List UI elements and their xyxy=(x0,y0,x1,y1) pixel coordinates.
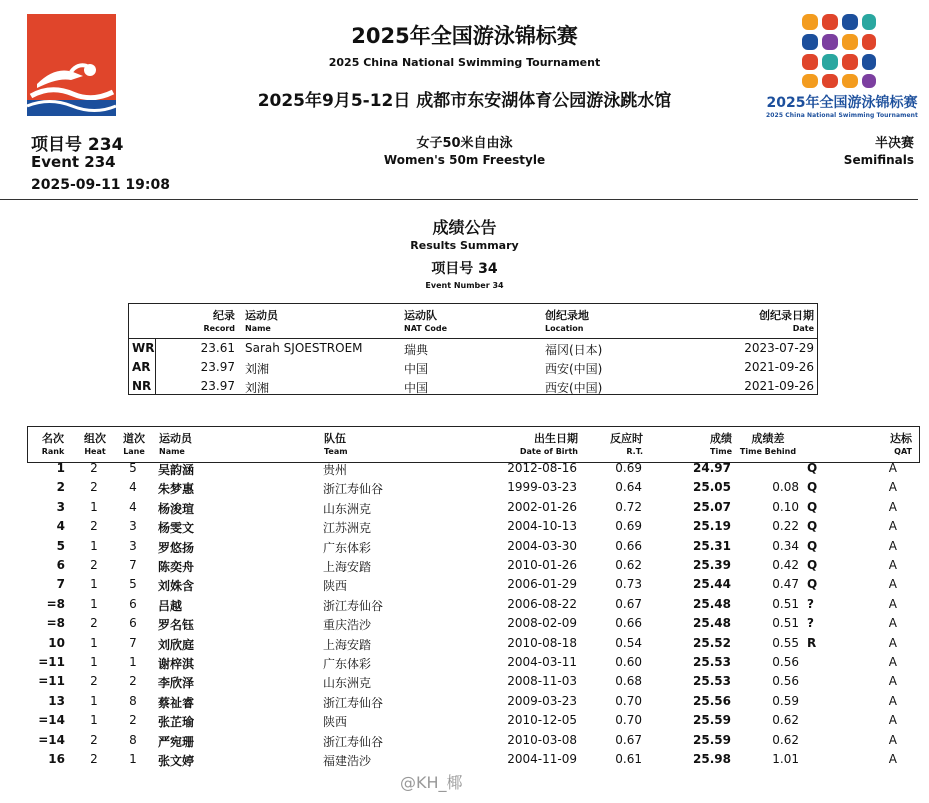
team-cell: 浙江寿仙谷 xyxy=(323,734,384,749)
qat-cell: A xyxy=(888,693,897,708)
dob-cell: 2002-01-26 xyxy=(507,499,577,514)
athlete-name: 杨浚瑄 xyxy=(158,501,195,516)
rank-cell: =11 xyxy=(38,674,65,689)
record-nat: 中国 xyxy=(404,381,429,395)
record-location: 西安(中国) xyxy=(545,381,603,395)
team-cell: 浙江寿仙谷 xyxy=(323,482,384,497)
results-summary-title-en: Results Summary xyxy=(410,239,519,252)
header-sublabel: Location xyxy=(545,324,584,333)
rank-cell: 4 xyxy=(56,519,65,534)
athlete-name: 张文婷 xyxy=(158,754,195,768)
event-number-heading-cn: 项目号 34 xyxy=(431,261,498,277)
time-cell: 25.07 xyxy=(693,499,731,514)
reaction-time-cell: 0.73 xyxy=(615,577,642,592)
athlete-name: 蔡祉睿 xyxy=(158,695,195,710)
heat-cell: 2 xyxy=(90,558,98,572)
heat-cell: 2 xyxy=(90,519,98,534)
lane-cell: 5 xyxy=(129,577,137,592)
result-row xyxy=(27,459,918,478)
heat-cell: 2 xyxy=(90,674,98,689)
reaction-time-cell: 0.69 xyxy=(615,519,642,534)
team-cell: 陕西 xyxy=(323,715,348,730)
time-behind-cell: 0.55 xyxy=(772,635,799,650)
round-en: Semifinals xyxy=(843,153,914,167)
team-cell: 山东洲克 xyxy=(323,676,372,691)
athlete-name: 吕越 xyxy=(158,598,183,613)
heat-cell: 2 xyxy=(90,732,98,747)
dob-cell: 2004-11-09 xyxy=(507,752,577,766)
reaction-time-cell: 0.67 xyxy=(615,596,642,611)
reaction-time-cell: 0.67 xyxy=(615,732,642,747)
qat-cell: A xyxy=(888,616,897,631)
athlete-name: 朱梦惠 xyxy=(158,482,195,497)
header-divider xyxy=(0,199,918,200)
time-cell: 25.52 xyxy=(693,635,731,650)
race-name-cn: 女子50米自由泳 xyxy=(416,136,513,151)
round-cn: 半决赛 xyxy=(874,136,914,151)
record-holder: 刘湘 xyxy=(245,381,270,395)
team-cell: 浙江寿仙谷 xyxy=(323,695,384,710)
time-cell: 25.39 xyxy=(693,558,731,572)
qat-cell: A xyxy=(888,596,897,611)
heat-cell: 1 xyxy=(90,693,98,708)
header-sublabel: QAT xyxy=(894,447,912,456)
athlete-name: 刘姝含 xyxy=(158,579,195,594)
qualification-mark: Q xyxy=(807,519,818,534)
rank-cell: 2 xyxy=(56,480,65,495)
reaction-time-cell: 0.72 xyxy=(615,499,642,514)
reaction-time-cell: 0.62 xyxy=(615,558,642,572)
header-label: 反应时 xyxy=(610,432,643,445)
time-behind-cell: 0.08 xyxy=(772,480,799,495)
team-cell: 重庆浩沙 xyxy=(323,618,372,633)
results-header-rt xyxy=(583,430,643,456)
qat-cell: A xyxy=(888,713,897,728)
reaction-time-cell: 0.64 xyxy=(615,480,642,495)
dob-cell: 2004-03-11 xyxy=(507,655,577,669)
header-sublabel: Name xyxy=(159,447,185,456)
result-row xyxy=(27,498,918,517)
results-table-header xyxy=(27,426,920,463)
time-cell: 25.59 xyxy=(693,713,731,728)
record-nat: 中国 xyxy=(404,362,429,376)
header-label: 队伍 xyxy=(324,432,346,445)
reaction-time-cell: 0.54 xyxy=(615,635,642,650)
lane-cell: 6 xyxy=(129,616,137,631)
results-header-time-behind xyxy=(728,430,808,456)
qat-cell: A xyxy=(888,655,897,669)
qualification-mark: Q xyxy=(807,538,818,553)
rank-cell: 13 xyxy=(48,693,65,708)
time-cell: 25.98 xyxy=(693,752,731,766)
rank-cell: =8 xyxy=(46,616,65,631)
dob-cell: 2012-08-16 xyxy=(507,461,577,475)
team-cell: 贵州 xyxy=(323,463,348,477)
event-number-heading-en: Event Number 34 xyxy=(425,281,504,290)
results-header-qat xyxy=(868,430,912,456)
qat-cell: A xyxy=(888,577,897,592)
header-label: 纪录 xyxy=(213,309,235,322)
record-holder: 刘湘 xyxy=(245,362,270,376)
qat-cell: A xyxy=(888,558,897,572)
dob-cell: 1999-03-23 xyxy=(507,480,577,495)
lane-cell: 3 xyxy=(129,538,137,553)
header-sublabel: Heat xyxy=(84,447,106,456)
result-row xyxy=(27,692,918,711)
rank-cell: =14 xyxy=(38,713,65,728)
lane-cell: 1 xyxy=(129,655,137,669)
record-row xyxy=(129,358,817,377)
time-cell: 25.44 xyxy=(693,577,731,592)
heat-cell: 1 xyxy=(90,635,98,650)
qat-cell: A xyxy=(888,538,897,553)
dob-cell: 2009-03-23 xyxy=(507,693,577,708)
athlete-name: 谢梓淇 xyxy=(158,657,195,671)
header-sublabel: Name xyxy=(245,324,271,333)
qualification-mark: Q xyxy=(807,480,818,495)
athlete-name: 陈奕舟 xyxy=(158,560,195,574)
reaction-time-cell: 0.66 xyxy=(615,538,642,553)
time-cell: 25.56 xyxy=(693,693,731,708)
lane-cell: 1 xyxy=(129,752,137,766)
header-label: 运动员 xyxy=(159,432,192,445)
qat-cell: A xyxy=(888,499,897,514)
time-behind-cell: 1.01 xyxy=(772,752,799,766)
record-date: 2021-09-26 xyxy=(744,379,814,393)
header-label: 运动员 xyxy=(245,309,278,322)
result-row xyxy=(27,634,918,653)
qualification-mark: Q xyxy=(807,577,818,592)
records-header-nat xyxy=(404,307,447,333)
reaction-time-cell: 0.61 xyxy=(615,752,642,766)
heat-cell: 1 xyxy=(90,538,98,553)
records-header-date xyxy=(689,307,814,333)
results-summary-title-cn: 成绩公告 xyxy=(432,218,497,237)
time-behind-cell: 0.42 xyxy=(772,558,799,572)
dob-cell: 2010-01-26 xyxy=(507,558,577,572)
header-label: 名次 xyxy=(42,432,64,445)
athlete-name: 刘欣庭 xyxy=(158,637,195,652)
record-time: 23.61 xyxy=(200,341,235,355)
athlete-name: 严宛珊 xyxy=(158,734,195,749)
time-cell: 25.48 xyxy=(693,596,731,611)
header-sublabel: Time Behind xyxy=(739,447,797,456)
time-cell: 25.31 xyxy=(693,538,731,553)
header-label: 成绩 xyxy=(710,432,732,445)
heat-cell: 1 xyxy=(90,596,98,611)
records-header-location xyxy=(545,307,589,333)
records-header-name xyxy=(245,307,278,333)
header-label: 创纪录日期 xyxy=(759,309,814,322)
team-cell: 广东体彩 xyxy=(323,657,372,671)
qualification-mark: Q xyxy=(807,499,818,514)
tournament-title-cn: 2025年全国游泳锦标赛 xyxy=(351,24,578,48)
dob-cell: 2004-03-30 xyxy=(507,538,577,553)
records-header xyxy=(129,304,817,339)
record-holder: Sarah SJOESTROEM xyxy=(245,341,363,355)
result-row xyxy=(27,614,918,633)
results-header-rank xyxy=(32,430,74,456)
rank-cell: =11 xyxy=(38,655,65,669)
athlete-name: 罗名钰 xyxy=(158,618,195,633)
time-behind-cell: 0.56 xyxy=(772,655,799,669)
team-cell: 江苏洲克 xyxy=(323,521,372,536)
record-label: WR xyxy=(132,341,155,355)
result-row xyxy=(27,711,918,730)
result-row xyxy=(27,731,918,750)
qat-cell: A xyxy=(888,519,897,534)
record-nat: 瑞典 xyxy=(404,343,429,357)
rank-cell: 3 xyxy=(56,499,65,514)
lane-cell: 8 xyxy=(129,693,137,708)
qat-cell: A xyxy=(888,480,897,495)
record-time: 23.97 xyxy=(200,360,235,374)
rank-cell: =8 xyxy=(46,596,65,611)
time-behind-cell: 0.59 xyxy=(772,693,799,708)
lane-cell: 3 xyxy=(129,519,137,534)
time-behind-cell: 0.62 xyxy=(772,713,799,728)
result-row xyxy=(27,517,918,536)
venue-subtitle: 2025年9月5-12日 成都市东安湖体育公园游泳跳水馆 xyxy=(257,91,672,111)
header-sublabel: Time xyxy=(710,447,732,456)
header-sublabel: Date xyxy=(792,324,814,333)
header-sublabel: Record xyxy=(203,324,235,333)
team-cell: 浙江寿仙谷 xyxy=(323,598,384,613)
lane-cell: 4 xyxy=(129,480,137,495)
time-behind-cell: 0.10 xyxy=(772,499,799,514)
record-location: 西安(中国) xyxy=(545,362,603,376)
result-row xyxy=(27,595,918,614)
header-label: 成绩差 xyxy=(751,432,785,445)
reaction-time-cell: 0.66 xyxy=(615,616,642,631)
lane-cell: 8 xyxy=(129,732,137,747)
time-behind-cell: 0.47 xyxy=(772,577,799,592)
team-cell: 福建浩沙 xyxy=(323,754,372,768)
qualification-mark: R xyxy=(807,635,817,650)
results-header-dob xyxy=(488,430,578,456)
record-location: 福冈(日本) xyxy=(545,343,603,357)
time-cell: 25.19 xyxy=(693,519,731,534)
result-row xyxy=(27,653,918,672)
header-label: 运动队 xyxy=(404,309,437,322)
header-sublabel: Rank xyxy=(41,447,65,456)
dob-cell: 2010-08-18 xyxy=(507,635,577,650)
lane-cell: 7 xyxy=(129,558,137,572)
time-cell: 25.59 xyxy=(693,732,731,747)
dob-cell: 2010-12-05 xyxy=(507,713,577,728)
qualification-mark: ? xyxy=(807,616,814,631)
team-cell: 广东体彩 xyxy=(323,540,372,555)
lane-cell: 7 xyxy=(129,635,137,650)
header-label: 道次 xyxy=(123,432,145,445)
records-table xyxy=(128,303,818,395)
results-header-time xyxy=(678,430,732,456)
heat-cell: 2 xyxy=(90,480,98,495)
result-row xyxy=(27,478,918,497)
lane-cell: 6 xyxy=(129,596,137,611)
lane-cell: 2 xyxy=(129,713,137,728)
lane-cell: 5 xyxy=(129,461,137,475)
dob-cell: 2006-08-22 xyxy=(507,596,577,611)
lane-cell: 2 xyxy=(129,674,137,689)
rank-cell: 6 xyxy=(56,558,65,572)
time-behind-cell: 0.34 xyxy=(772,538,799,553)
heat-cell: 1 xyxy=(90,499,98,514)
reaction-time-cell: 0.70 xyxy=(615,693,642,708)
results-header-lane xyxy=(114,430,154,456)
athlete-name: 杨雯文 xyxy=(158,521,195,536)
time-behind-cell: 0.51 xyxy=(772,616,799,631)
reaction-time-cell: 0.60 xyxy=(615,655,642,669)
logo-caption-en: 2025 China National Swimming Tournament xyxy=(766,112,918,119)
header-sublabel: NAT Code xyxy=(404,324,448,333)
header-label: 创纪录地 xyxy=(545,309,589,322)
event-number-en: Event 234 xyxy=(31,153,116,171)
time-cell: 24.97 xyxy=(693,461,731,475)
qat-cell: A xyxy=(888,674,897,689)
athlete-name: 张芷瑜 xyxy=(158,715,195,730)
athlete-name: 罗悠扬 xyxy=(158,540,195,555)
record-label: NR xyxy=(132,379,152,393)
rank-cell: 5 xyxy=(56,538,65,553)
record-date: 2023-07-29 xyxy=(744,341,814,355)
team-cell: 山东洲克 xyxy=(323,501,372,516)
reaction-time-cell: 0.68 xyxy=(615,674,642,689)
header-sublabel: Lane xyxy=(123,447,145,456)
athlete-name: 吴韵涵 xyxy=(158,463,195,477)
qat-cell: A xyxy=(888,752,897,766)
time-behind-cell: 0.51 xyxy=(772,596,799,611)
qat-cell: A xyxy=(888,732,897,747)
qat-cell: A xyxy=(888,461,897,475)
tournament-title-en: 2025 China National Swimming Tournament xyxy=(328,56,601,69)
team-cell: 上海安踏 xyxy=(323,637,372,652)
qualification-mark: Q xyxy=(807,461,818,475)
record-row xyxy=(129,377,817,396)
time-cell: 25.05 xyxy=(693,480,731,495)
header-sublabel: Date of Birth xyxy=(519,447,578,456)
rank-cell: 10 xyxy=(48,635,65,650)
watermark: @KH_椰 xyxy=(400,773,463,792)
header-sublabel: Team xyxy=(324,447,348,456)
dob-cell: 2008-02-09 xyxy=(507,616,577,631)
heat-cell: 1 xyxy=(90,655,98,669)
record-date: 2021-09-26 xyxy=(744,360,814,374)
header-label: 出生日期 xyxy=(534,432,578,445)
record-row xyxy=(129,339,817,358)
lane-cell: 4 xyxy=(129,499,137,514)
records-header-record xyxy=(183,307,235,333)
result-row xyxy=(27,672,918,691)
time-cell: 25.53 xyxy=(693,674,731,689)
header-label: 达标 xyxy=(890,432,912,445)
heat-cell: 1 xyxy=(90,577,98,592)
results-header-name xyxy=(159,430,192,456)
results-header-heat xyxy=(75,430,115,456)
qualification-mark: ? xyxy=(807,596,814,611)
time-behind-cell: 0.22 xyxy=(772,519,799,534)
reaction-time-cell: 0.69 xyxy=(615,461,642,475)
rank-cell: =14 xyxy=(38,732,65,747)
time-cell: 25.48 xyxy=(693,616,731,631)
time-cell: 25.53 xyxy=(693,655,731,669)
dob-cell: 2008-11-03 xyxy=(507,674,577,689)
team-cell: 陕西 xyxy=(323,579,348,594)
race-name-en: Women's 50m Freestyle xyxy=(383,153,546,167)
results-header-team xyxy=(324,430,348,456)
result-row xyxy=(27,750,918,769)
time-behind-cell: 0.56 xyxy=(772,674,799,689)
dob-cell: 2010-03-08 xyxy=(507,732,577,747)
header-sublabel: R.T. xyxy=(626,447,643,456)
event-datetime: 2025-09-11 19:08 xyxy=(31,177,170,193)
rank-cell: 7 xyxy=(56,577,65,592)
result-row xyxy=(27,537,918,556)
time-behind-cell: 0.62 xyxy=(772,732,799,747)
result-row xyxy=(27,575,918,594)
dob-cell: 2006-01-29 xyxy=(507,577,577,592)
heat-cell: 2 xyxy=(90,752,98,766)
qat-cell: A xyxy=(888,635,897,650)
athlete-name: 李欣泽 xyxy=(158,676,195,691)
result-row xyxy=(27,556,918,575)
record-time: 23.97 xyxy=(200,379,235,393)
dob-cell: 2004-10-13 xyxy=(507,519,577,534)
record-label: AR xyxy=(132,360,151,374)
reaction-time-cell: 0.70 xyxy=(615,713,642,728)
rank-cell: 1 xyxy=(56,461,65,475)
heat-cell: 2 xyxy=(90,461,98,475)
event-number-cn: 项目号 234 xyxy=(31,135,124,155)
rank-cell: 16 xyxy=(48,752,65,766)
team-cell: 上海安踏 xyxy=(323,560,372,574)
heat-cell: 1 xyxy=(90,713,98,728)
logo-caption-cn: 2025年全国游泳锦标赛 xyxy=(766,95,918,111)
header-label: 组次 xyxy=(84,432,106,445)
heat-cell: 2 xyxy=(90,616,98,631)
qualification-mark: Q xyxy=(807,558,818,572)
